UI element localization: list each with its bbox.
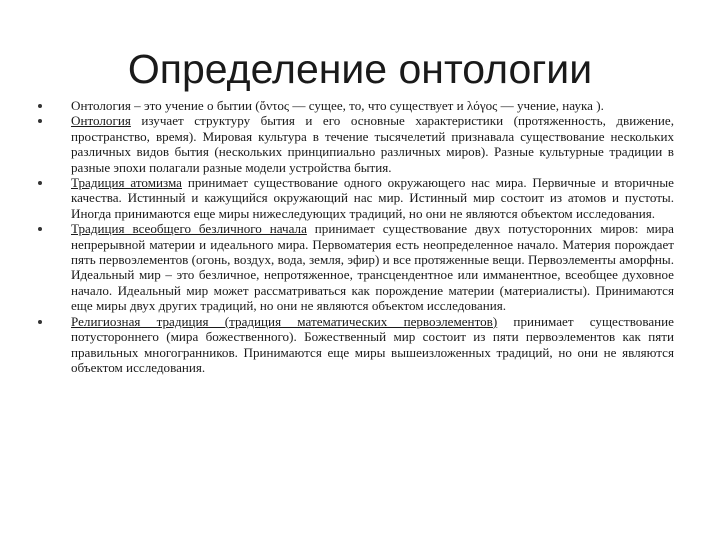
list-item [40, 175, 674, 221]
item-text: принимает существование потустороннего (мира божественного). Божественный мир состоит из пяти первоэлементов как пяти правильных многогранников. Принимаются еще миры вышеизложенных традиций, но они не являются объектом исследования. [71, 313, 674, 375]
bullet-icon [38, 104, 42, 108]
list-item [40, 113, 674, 175]
item-term: Традиция атомизма [71, 175, 182, 191]
list-item [40, 98, 674, 113]
item-text: изучает структуру бытия и его основные характеристики (протяженность, движение, пространство, время). Мировая культура в течение тысячелетий признавала существование нескольких различных видов бытия (нескольких принципиально различных миров). Разные культурные традиции в разные эпохи полагали разные модели устройства бытия. [71, 113, 674, 175]
list-item [40, 221, 674, 313]
item-term: Религиозная традиция (традиция математических первоэлементов) [71, 313, 498, 329]
list-item [40, 314, 674, 376]
item-text: принимает существование одного окружающего нас мира. Первичные и вторичные качества. Истинный и кажущийся окружающий нас мир. Истинный мир состоит из атомов и пустоты. Иногда принимаются еще миры нижеследующих традиций, но они не являются объектом исследования. [71, 175, 674, 221]
item-term: Онтология [71, 113, 131, 129]
bullet-icon [38, 181, 42, 185]
slide-title: Определение онтологии [127, 46, 593, 92]
item-text: принимает существование двух потусторонних миров: мира непрерывной материи и идеального мира. Первоматерия есть неопределенное начало. Материя порождает пять первоэлементов (огонь, воздух, вода, земля, эфир) и все протяженные вещи. Первоэлементы аморфны. Идеальный мир – это безличное, непротяженное, трансцендентное или имманентное, всеобщее духовное начало. Идеальный мир может рассматриваться как порождение материи (материалисты). Принимаются еще миры двух других традиций, но они не являются объектом исследования. [71, 221, 674, 314]
item-term: Традиция всеобщего безличного начала [71, 221, 307, 237]
bullet-icon [38, 119, 42, 123]
bullet-icon [38, 227, 42, 231]
bullet-icon [38, 320, 42, 324]
bullet-list [40, 98, 674, 375]
item-text: Онтология – это учение о бытии (ὄντος — сущее, то, что существует и λόγος — учение, наука ). [71, 98, 604, 113]
